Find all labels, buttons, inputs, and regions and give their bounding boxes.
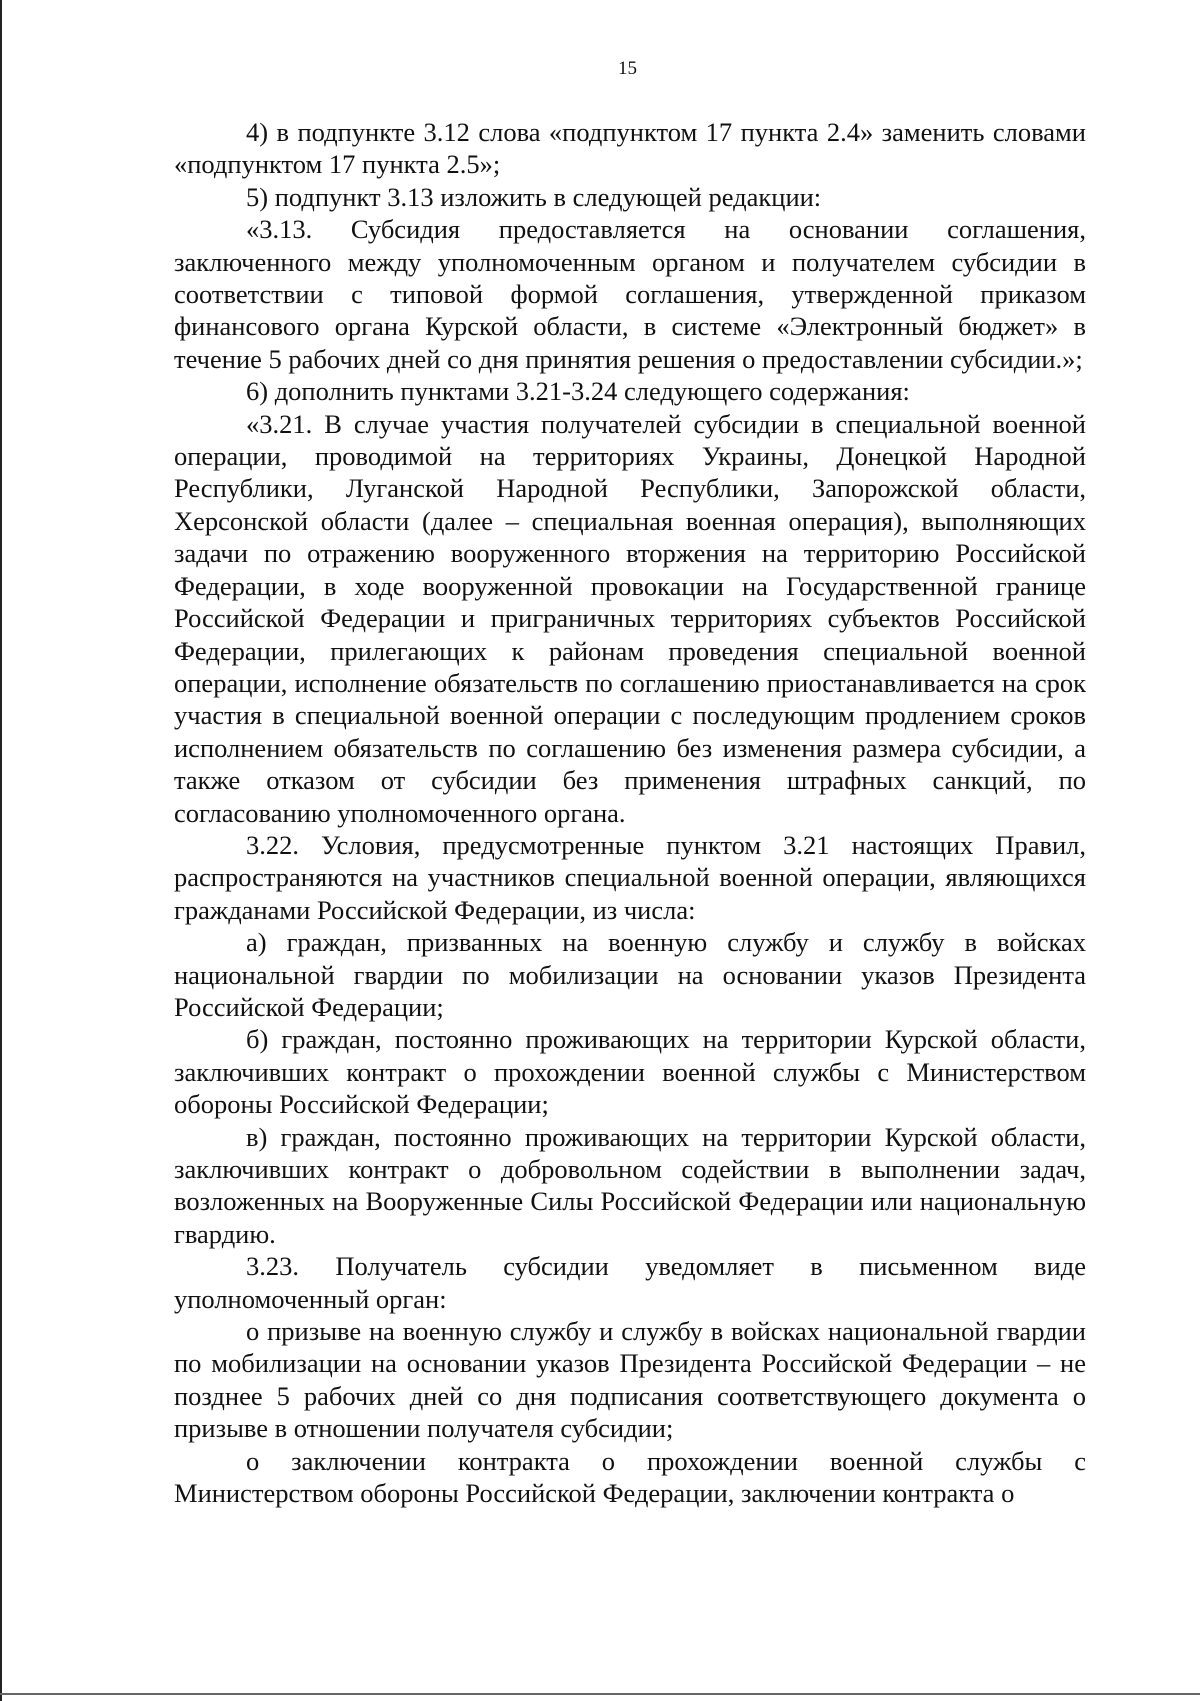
paragraph-item-6: 6) дополнить пунктами 3.21-3.24 следующего содержания: — [246, 376, 910, 407]
paragraph-clause-3-23: 3.23. Получатель субсидии уведомляет в письменном виде уполномоченный орган: — [174, 1251, 1086, 1314]
paragraph-item-4: 4) в подпункте 3.12 слова «подпунктом 17 пункта 2.4» заменить словами «подпунктом 17 пункта 2.5»; — [174, 117, 1086, 180]
paragraph-item-5: 5) подпункт 3.13 изложить в следующей редакции: — [246, 181, 822, 212]
paragraph-contract-notice: о заключении контракта о прохождении военной службы с Министерством обороны Российской Федерации, заключении контракта о — [174, 1445, 1086, 1509]
page-number: 15 — [618, 58, 637, 79]
paragraph-subitem-b: б) граждан, постоянно проживающих на территории Курской области, заключивших контракт о прохождении военной службы с Министерством обороны Российской Федерации; — [174, 1024, 1086, 1120]
scan-edge-left — [0, 0, 2, 1701]
paragraph-clause-3-22: 3.22. Условия, предусмотренные пунктом 3.21 настоящих Правил, распространяются на участников специальной военной операции, являющихся гражданами Российской Федерации, из числа: — [174, 829, 1086, 925]
paragraph-mobilization-notice: о призыве на военную службу и службу в войсках национальной гвардии по мобилизации на основании указов Президента Российской Федерации – не позднее 5 рабочих дней со дня подписания соответствующего документа о призыве в отношении получателя субсидии; — [174, 1316, 1086, 1444]
paragraph-subitem-v: в) граждан, постоянно проживающих на территории Курской области, заключивших контракт о добровольном содействии в выполнении задач, возложенных на Вооруженные Силы Российской Федерации или национальную гвардию. — [174, 1121, 1086, 1249]
body-text — [174, 116, 1086, 1509]
scan-edge-bottom — [0, 1693, 1200, 1695]
paragraph-clause-3-13: «3.13. Субсидия предоставляется на основании соглашения, заключенного между уполномоченным органом и получателем субсидии в соответствии с типовой формой соглашения, утвержденной приказом финансового органа Курской области, в системе «Электронный бюджет» в течение 5 рабочих дней со дня принятия решения о предоставлении субсидии.»; — [174, 214, 1086, 374]
paragraph-clause-3-21: «3.21. В случае участия получателей субсидии в специальной военной операции, проводимой на территориях Украины, Донецкой Народной Республики, Луганской Народной Республики, Запорожской области, Херсонской области (далее – специальная военная операция), выполняющих задачи по отражению вооруженного вторжения на территорию Российской Федерации, в ходе вооруженной провокации на Государственной границе Российской Федерации и приграничных территориях субъектов Российской Федерации, прилегающих к районам проведения специальной военной операции, исполнение обязательств по соглашению приостанавливается на срок участия в специальной военной операции с последующим продлением сроков исполнением обязательств по соглашению без изменения размера субсидии, а также отказом от субсидии без применения штрафных санкций, по согласованию уполномоченного органа. — [174, 408, 1086, 828]
paragraph-subitem-a: а) граждан, призванных на военную службу и службу в войсках национальной гвардии по мобилизации на основании указов Президента Российской Федерации; — [174, 927, 1086, 1022]
